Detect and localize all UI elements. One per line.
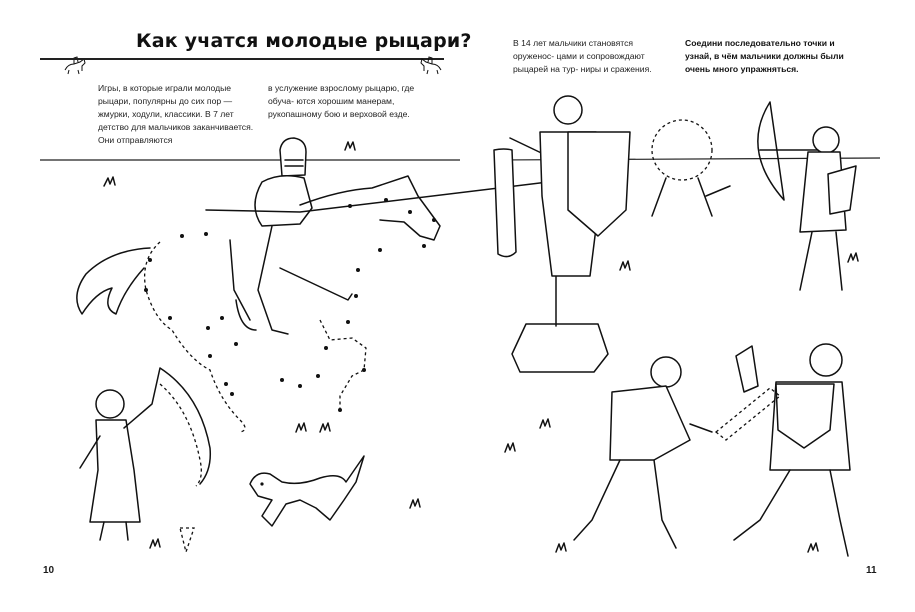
horse-barding bbox=[280, 268, 352, 300]
target-dotted bbox=[652, 120, 712, 180]
horse-leg-front bbox=[230, 240, 256, 330]
horizon-line bbox=[40, 158, 880, 160]
grass-tufts bbox=[104, 142, 858, 552]
left-text-column-2: в услужение взрослому рыцарю, где обуча- ются хорошим манерам, рукопашному бою и верховой езде. bbox=[268, 83, 415, 119]
quintain-stump bbox=[512, 324, 608, 372]
fighter-left-legs bbox=[574, 460, 676, 548]
girl-dress bbox=[90, 420, 140, 522]
archer-legs bbox=[800, 232, 842, 290]
knight-tunic bbox=[255, 176, 312, 226]
fighter-right bbox=[734, 344, 850, 556]
archer-figure bbox=[758, 102, 856, 290]
girl-whip bbox=[124, 368, 210, 484]
quintain-figure bbox=[494, 96, 630, 372]
knight-leg bbox=[258, 226, 288, 334]
fighter-left-tunic bbox=[610, 386, 690, 460]
target-stand bbox=[652, 178, 712, 216]
quintain-club bbox=[494, 149, 516, 257]
girl-legs bbox=[100, 522, 128, 540]
dot-path-tail bbox=[160, 384, 201, 486]
dot-path bbox=[144, 198, 436, 486]
target-figure bbox=[652, 120, 730, 216]
horse-tail bbox=[77, 248, 150, 314]
dot-path-hoof bbox=[180, 528, 194, 552]
page-title: Как учатся молодые рыцари? bbox=[136, 30, 472, 52]
left-text-column-1: Игры, в которые играли молодые рыцари, популярны до сих пор — жмурки, ходули, классики. В 7 лет детство для мальчиков заканчивается. Они отправляются bbox=[98, 83, 254, 145]
fighter-left-arm bbox=[690, 424, 712, 432]
right-page-number: 11 bbox=[866, 565, 877, 576]
dot-path-sword bbox=[716, 388, 780, 440]
right-text-column-1: В 14 лет мальчики становятся оруженос- цами и сопровождают рыцарей на тур- ниры и сражения. bbox=[513, 38, 652, 74]
dog-figure bbox=[250, 456, 364, 526]
fighter-left bbox=[574, 357, 712, 548]
target-arrow bbox=[706, 186, 730, 196]
fighter-right-legs bbox=[734, 470, 848, 556]
quintain-head bbox=[554, 96, 582, 124]
left-page-number: 10 bbox=[43, 565, 55, 576]
knight-helmet bbox=[280, 138, 306, 176]
girl-figure bbox=[80, 368, 210, 540]
archer-quiver bbox=[828, 166, 856, 214]
instruction-text: Соедини последовательно точки и узнай, в чём мальчики должны были очень много упражняться. bbox=[685, 38, 844, 74]
horse-head bbox=[300, 176, 440, 240]
wooden-sword bbox=[736, 346, 758, 392]
